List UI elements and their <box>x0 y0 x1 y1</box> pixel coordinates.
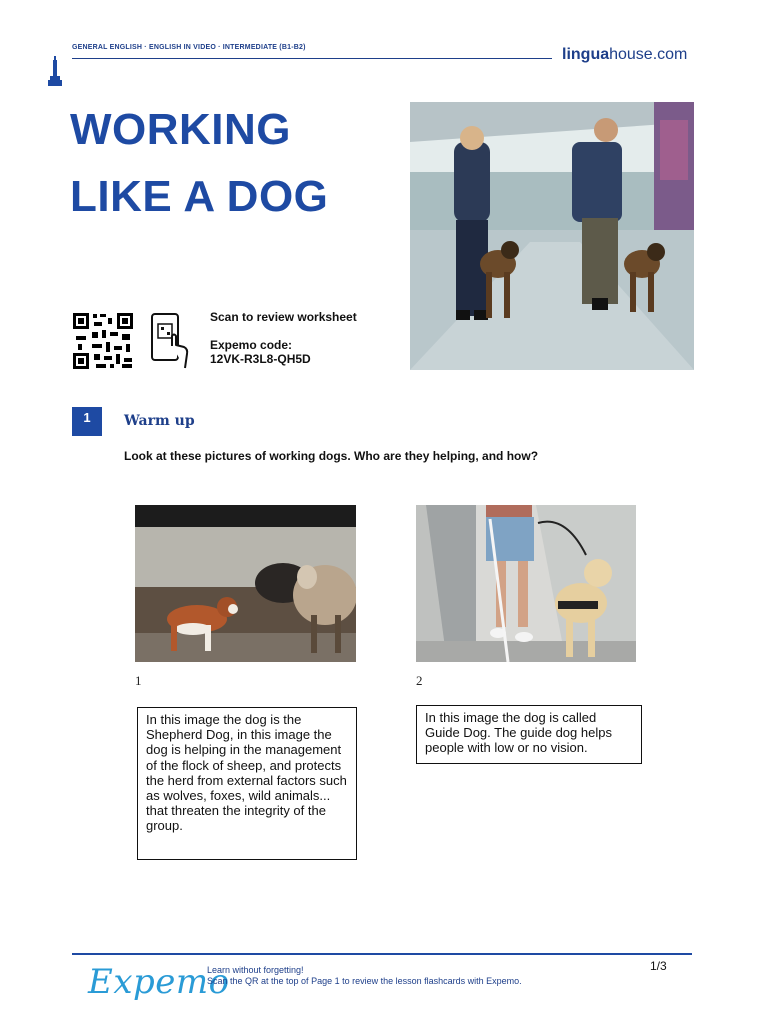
scan-info <box>210 310 357 366</box>
answer-box-1[interactable]: In this image the dog is the Shepherd Dog, in this image the dog is helping in the management of the flock of sheep, and protects the herd from external factors such as wolves, foxes, wild animals... that threaten the integrity of the group. <box>137 707 357 860</box>
header-divider <box>72 58 552 59</box>
section-number-badge: 1 <box>72 407 102 436</box>
course-breadcrumb: GENERAL ENGLISH · ENGLISH IN VIDEO · INTERMEDIATE (B1-B2) <box>72 44 306 51</box>
title-line-1: WORKING <box>70 105 292 154</box>
brand-rest: house.com <box>609 46 688 63</box>
footer-text <box>207 965 537 987</box>
airport-dogs-photo <box>410 102 694 370</box>
footer-instruction: Scan the QR at the top of Page 1 to review the lesson flashcards with Expemo. <box>207 976 522 986</box>
brand-bold: lingua <box>562 46 610 63</box>
footer-divider <box>72 953 692 955</box>
section-title: Warm up <box>124 413 195 429</box>
expemo-logo: Expemo <box>88 962 230 1002</box>
brand-link[interactable] <box>562 46 687 64</box>
expemo-code-label: Expemo code: <box>210 338 293 352</box>
section-instruction: Look at these pictures of working dogs. Who are they helping, and how? <box>124 449 539 463</box>
title-line-2: LIKE A DOG <box>70 172 329 221</box>
expemo-code: 12VK-R3L8-QH5D <box>210 352 311 366</box>
answer-box-2[interactable]: In this image the dog is called Guide Dog. The guide dog helps people with low or no vision. <box>416 705 642 764</box>
guide-dog-photo <box>416 505 636 662</box>
page-number: 1/3 <box>650 959 667 973</box>
qr-code-icon[interactable] <box>72 312 134 370</box>
page-title <box>70 96 390 230</box>
sheepdog-photo <box>135 505 356 662</box>
footer-tagline: Learn without forgetting! <box>207 965 304 975</box>
statue-of-liberty-icon <box>48 56 62 86</box>
scan-heading: Scan to review worksheet <box>210 310 357 324</box>
phone-scan-icon <box>150 312 192 370</box>
picture-label-2: 2 <box>416 673 423 688</box>
picture-label-1: 1 <box>135 673 142 688</box>
